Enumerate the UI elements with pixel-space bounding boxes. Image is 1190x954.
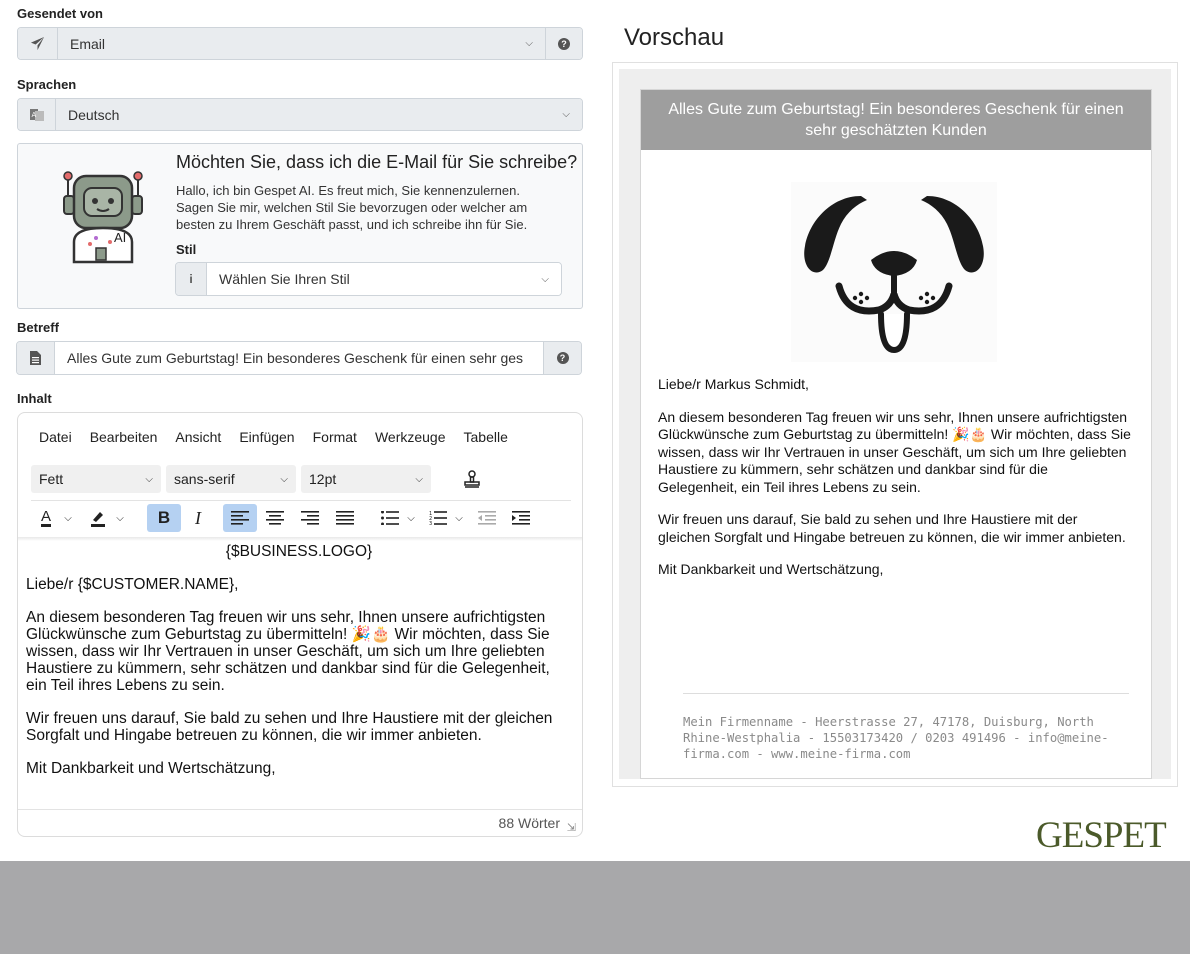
style-select[interactable]	[207, 263, 561, 295]
dog-logo-icon	[791, 182, 997, 362]
bullet-list-dropdown[interactable]: ⌵	[407, 512, 415, 524]
subject-input-group[interactable]	[16, 341, 582, 375]
ai-assistant-box	[17, 143, 583, 309]
svg-text:2: 2	[429, 516, 433, 522]
send-icon	[18, 28, 58, 59]
svg-text:3: 3	[429, 521, 433, 525]
subject-input[interactable]: Alles Gute zum Geburtstag! Ein besonderes Geschenk für einen sehr ges	[55, 342, 543, 374]
question-icon: ?	[557, 352, 569, 364]
editor-statusbar	[18, 809, 582, 836]
align-right-icon	[301, 511, 319, 525]
robot-avatar-icon	[60, 168, 146, 269]
email-footer: Mein Firmenname - Heerstrasse 27, 47178, Duisburg, North Rhine-Westphalia - 15503173420 / 0203 491496 - info@meine-firma.com - www.meine-firma.com	[683, 715, 1109, 761]
text-color-dropdown[interactable]: ⌵	[64, 512, 72, 524]
style-select-group[interactable]	[175, 262, 562, 296]
preview-closing: Mit Dankbarkeit und Wertschätzung,	[658, 561, 884, 577]
languages-value: Deutsch	[68, 106, 120, 123]
toolbar-shadow	[18, 537, 582, 541]
menu-werkzeuge[interactable]: Werkzeuge	[374, 429, 446, 445]
editor-toolbar-row-1	[31, 464, 571, 501]
align-justify-button[interactable]	[328, 504, 362, 532]
languages-label: Sprachen	[17, 77, 77, 92]
ai-title: Möchten Sie, dass ich die E-Mail für Sie schreibe?	[176, 152, 578, 172]
sender-select[interactable]	[58, 28, 545, 59]
robot-badge: AI	[114, 230, 127, 245]
preview-paragraph-1: An diesem besonderen Tag freuen wir uns sehr, Ihnen unsere aufrichtigsten Glückwünsche zum Geburtstag zu übermitteln! 🎉🎂 Wir möchten, dass Sie wissen, dass wir Ihr Vertrauen in unser Geschäft, um sich um Ihre geliebten Haustiere zu kümmern, sehr schätzen und dankbar sind für die Gelegenheit, ein Teil ihres Lebens zu sein.	[658, 408, 1131, 495]
font-size-value: 12pt	[309, 471, 337, 487]
menu-ansicht[interactable]: Ansicht	[175, 429, 222, 445]
bottom-band	[0, 861, 1190, 954]
style-label: Stil	[176, 242, 197, 257]
editor-menubar	[18, 413, 582, 461]
bold-icon: B	[157, 508, 171, 527]
menu-einfuegen[interactable]: Einfügen	[239, 429, 295, 445]
content-label: Inhalt	[17, 391, 52, 406]
outdent-button[interactable]	[472, 504, 502, 532]
font-family-select[interactable]	[166, 465, 296, 493]
font-family-value: sans-serif	[174, 471, 235, 487]
email-header: Alles Gute zum Geburtstag! Ein besonderes Geschenk für einen sehr geschätzten Kunden	[641, 90, 1151, 150]
chevron-down-icon: ⌵	[415, 473, 423, 485]
logo-placeholder: {$BUSINESS.LOGO}	[225, 543, 373, 560]
bullet-list-icon	[381, 511, 399, 525]
file-icon	[17, 342, 55, 374]
preview-greeting: Liebe/r Markus Schmidt,	[658, 376, 809, 392]
text-color-button[interactable]	[31, 504, 61, 532]
sender-label: Gesendet von	[17, 6, 103, 21]
menu-format[interactable]: Format	[312, 429, 357, 445]
editor-greeting: Liebe/r {$CUSTOMER.NAME},	[26, 576, 239, 593]
bold-button[interactable]	[147, 504, 181, 532]
block-format-select[interactable]	[31, 465, 161, 493]
align-left-button[interactable]	[223, 504, 257, 532]
editor-content[interactable]	[26, 543, 572, 793]
indent-button[interactable]	[506, 504, 536, 532]
ai-description: Hallo, ich bin Gespet AI. Es freut mich, Sie kennenzulernen. Sagen Sie mir, welchen Stil Sie bevorzugen oder welcher am besten zu Ihrem Geschäft passt, und ich schreibe ihn für Sie.	[176, 183, 528, 232]
text-color-icon: A	[40, 507, 51, 525]
style-placeholder: Wählen Sie Ihren Stil	[219, 271, 350, 287]
email-body	[658, 376, 1131, 594]
footer-divider	[683, 693, 1129, 694]
sender-help-button[interactable]	[545, 28, 582, 59]
numbered-list-icon	[429, 511, 447, 525]
chevron-down-icon: ⌵	[280, 473, 288, 485]
numbered-list-button[interactable]	[424, 504, 452, 532]
menu-tabelle[interactable]: Tabelle	[463, 429, 508, 445]
word-count: 88 Wörter	[498, 815, 560, 831]
menu-bearbeiten[interactable]: Bearbeiten	[89, 429, 158, 445]
numbered-list-dropdown[interactable]: ⌵	[455, 512, 463, 524]
email-preview	[640, 89, 1152, 779]
highlighter-icon	[89, 509, 107, 527]
brand-logo: GESPET	[1036, 815, 1166, 856]
sender-select-group[interactable]	[17, 27, 583, 60]
editor-toolbar-row-2	[31, 503, 571, 533]
languages-select[interactable]	[56, 99, 582, 130]
block-format-value: Fett	[39, 471, 64, 487]
align-center-button[interactable]	[258, 504, 292, 532]
preview-panel	[612, 62, 1178, 787]
italic-button[interactable]	[181, 504, 215, 532]
align-right-button[interactable]	[293, 504, 327, 532]
highlight-button[interactable]	[83, 504, 113, 532]
question-icon: ?	[558, 38, 570, 50]
svg-text:1: 1	[429, 511, 433, 517]
editor-closing: Mit Dankbarkeit und Wertschätzung,	[26, 760, 276, 777]
align-left-icon	[231, 511, 249, 525]
highlight-dropdown[interactable]: ⌵	[116, 512, 124, 524]
preview-title: Vorschau	[624, 24, 725, 51]
sender-value: Email	[70, 35, 106, 52]
italic-icon: I	[195, 507, 201, 528]
menu-datei[interactable]: Datei	[39, 429, 72, 445]
preview-paragraph-2: Wir freuen uns darauf, Sie bald zu sehen und Ihre Haustiere mit der gleichen Sorgfalt und Hingabe betreuen zu können, die wir immer anbieten.	[658, 511, 1126, 545]
chevron-down-icon: ⌵	[145, 473, 153, 485]
outdent-icon	[478, 511, 496, 525]
align-center-icon	[266, 511, 284, 525]
subject-help-button[interactable]	[543, 342, 581, 374]
bullet-list-button[interactable]	[376, 504, 404, 532]
indent-icon	[512, 511, 530, 525]
resize-handle-icon[interactable]: ⇲	[566, 822, 576, 834]
languages-select-group[interactable]	[17, 98, 583, 131]
chevron-down-icon: ⌵	[562, 109, 570, 120]
svg-text:A: A	[31, 110, 36, 119]
info-icon: i	[176, 263, 207, 295]
translate-icon	[18, 99, 56, 130]
chevron-down-icon: ⌵	[525, 38, 533, 49]
subject-label: Betreff	[17, 320, 59, 335]
editor-paragraph-1: An diesem besonderen Tag freuen wir uns sehr, Ihnen unsere aufrichtigsten Glückwünsche zum Geburtstag zu übermitteln! 🎉🎂 Wir möchten, dass Sie wissen, dass wir Ihr Vertrauen in unser Geschäft, um sich um Ihre geliebten Haustiere zu kümmern, sehr schätzen und dankbar sind für die Gelegenheit, ein Teil ihres Lebens zu sein.	[26, 609, 550, 694]
stamp-icon	[463, 470, 481, 488]
rich-text-editor[interactable]	[17, 412, 583, 837]
align-justify-icon	[336, 511, 354, 525]
chevron-down-icon: ⌵	[541, 273, 549, 285]
preview-background	[619, 69, 1171, 779]
editor-paragraph-2: Wir freuen uns darauf, Sie bald zu sehen und Ihre Haustiere mit der gleichen Sorgfalt und Hingabe betreuen zu können, die wir immer anbieten.	[26, 710, 553, 744]
font-size-select[interactable]	[301, 465, 431, 493]
stamp-button[interactable]	[455, 465, 489, 493]
